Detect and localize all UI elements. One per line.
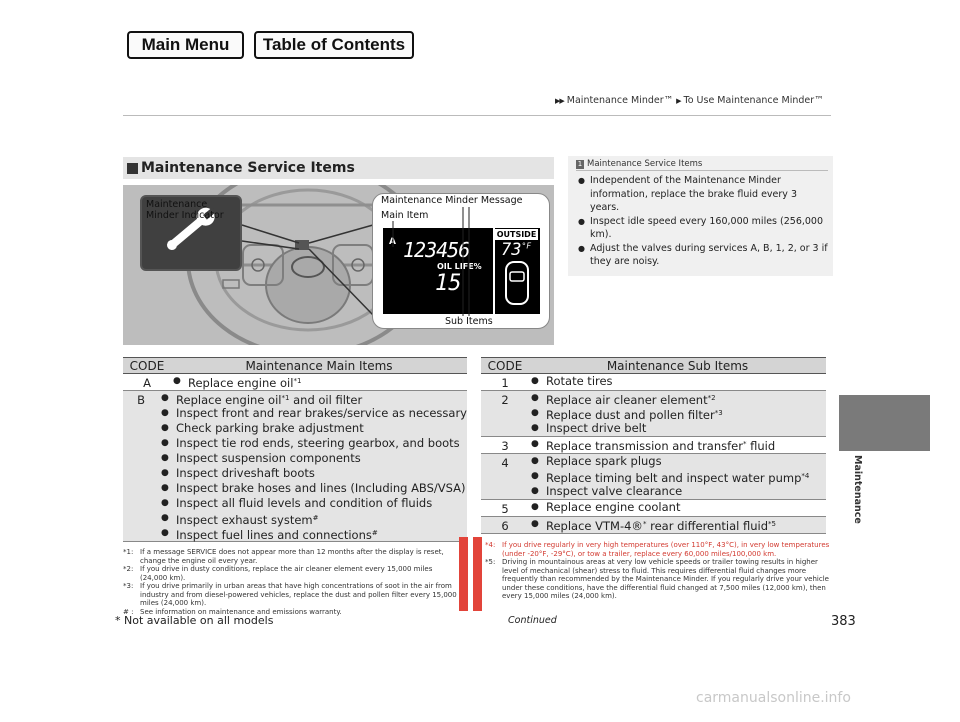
note-divider	[576, 170, 828, 171]
table-row	[481, 437, 826, 454]
watermark: carmanualsonline.info	[696, 690, 851, 706]
list-item: ● Inspect driveshaft boots	[159, 466, 467, 481]
sub-items-label: Sub Items	[445, 316, 493, 327]
table-header: CODE Maintenance Main Items	[123, 357, 467, 374]
main-items-table	[123, 357, 467, 542]
table-body	[481, 374, 826, 534]
row-code: 1	[501, 376, 509, 390]
note-title: 1 Maintenance Service Items	[577, 159, 703, 169]
indicator-label: Maintenance Minder Indicator	[146, 199, 224, 221]
table-row	[481, 517, 826, 534]
row-items	[529, 391, 826, 436]
footnote: *2: If you drive in dusty conditions, replace the air cleaner element every 15,000 miles (24,000 km).	[123, 565, 433, 582]
list-item: ● Inspect idle speed every 160,000 miles (256,000 km).	[578, 215, 828, 242]
list-item: ● Inspect all fluid levels and condition of fluids	[159, 496, 467, 511]
list-item: ● Inspect tie rod ends, steering gearbox, and boots	[159, 436, 467, 451]
row-code: 2	[501, 393, 509, 407]
list-item: ● Replace timing belt and inspect water pump$^{*4}$	[529, 469, 826, 484]
list-item: ● Adjust the valves during services A, B, 1, 2, or 3 if they are noisy.	[578, 242, 828, 269]
list-item: ● Replace engine coolant	[529, 500, 826, 515]
table-row	[481, 391, 826, 437]
row-items	[529, 374, 826, 390]
footnote: *3: If you drive primarily in urban areas that have high concentrations of soot in the air from industry and from diesel-powered vehicles, replace the dust and pollen filter every 15,000 miles (24,000 km).	[123, 582, 457, 607]
row-code: 5	[501, 502, 509, 516]
breadcrumb-item[interactable]: Maintenance Minder™	[566, 95, 674, 106]
outside-temp: $73^{^\circ F}$	[501, 240, 532, 260]
breadcrumb	[555, 95, 824, 106]
footnote: *4: If you drive regularly in very high temperatures (over 110°F, 43°C), in very low temperatures (under -20°F, -29°C), or tow a trailer, replace every 60,000 miles/100,000 km.	[485, 541, 830, 558]
list-item: ● Independent of the Maintenance Minder information, replace the brake fluid every 3 years.	[578, 174, 828, 215]
table-row	[481, 374, 826, 391]
footnotes-left	[123, 548, 458, 616]
main-item-label: Main Item	[381, 210, 429, 221]
list-item: ● Replace air cleaner element$^{*2}$	[529, 391, 826, 406]
footnote: *5: Driving in mountainous areas at very low vehicle speeds or trailer towing results in higher level of mechanical (shear) stress to fluid. This requires differential fluid changes more frequently than recommended by the Maintenance Minder. If you regularly drive your vehicle under these conditions, have the differential fluid changed at 7,500 miles (12,000 km), then every 15,000 miles (24,000 km).	[485, 558, 829, 600]
list-item: ● Check parking brake adjustment	[159, 421, 467, 436]
list-item: ● Rotate tires	[529, 374, 826, 389]
row-items	[529, 454, 826, 499]
arrow-icon: ▶	[676, 96, 681, 105]
list-item: ● Replace engine oil$^{*1}$	[171, 374, 467, 389]
oil-life-value: 15	[435, 271, 462, 296]
list-item: ● Inspect suspension components	[159, 451, 467, 466]
list-item: ● Replace engine oil$^{*1}$ and oil filter	[159, 391, 467, 406]
row-code: 4	[501, 456, 509, 470]
availability-note: * Not available on all models	[115, 614, 274, 627]
sub-items-table	[481, 357, 826, 534]
table-body	[123, 374, 467, 542]
row-items	[529, 437, 826, 453]
footnote: # : See information on maintenance and emissions warranty.	[123, 607, 342, 616]
note-list	[578, 174, 828, 269]
row-items	[171, 374, 467, 390]
dashboard-illustration	[123, 185, 554, 345]
row-items	[159, 391, 467, 541]
message-label: Maintenance Minder Message	[381, 195, 523, 206]
footnotes-right	[485, 541, 830, 601]
odometer: 123456	[403, 238, 470, 262]
row-code: 3	[501, 439, 509, 453]
list-item: ● Replace dust and pollen filter$^{*3}$	[529, 406, 826, 421]
list-item: ● Inspect brake hoses and lines (Including ABS/VSA)	[159, 481, 467, 496]
list-item: ● Inspect exhaust system#	[159, 511, 467, 526]
list-item: ● Inspect front and rear brakes/service as necessary	[159, 406, 467, 421]
red-accent-bar	[473, 537, 482, 611]
side-tab-label: Maintenance	[852, 455, 863, 524]
table-header: CODE Maintenance Sub Items	[481, 357, 826, 374]
section-title: Maintenance Service Items	[123, 157, 554, 179]
row-items	[529, 517, 826, 533]
list-item: ● Replace VTM-4®* rear differential fluid$^{*5}$	[529, 517, 826, 532]
footnote: *1: If a message SERVICE does not appear more than 12 months after the display is reset, change the engine oil every year.	[123, 548, 444, 565]
list-item: ● Inspect fuel lines and connections#	[159, 526, 467, 541]
continued-label: Continued	[508, 615, 557, 626]
row-code: A	[143, 376, 151, 390]
outside-label: OUTSIDE	[496, 230, 537, 239]
table-of-contents-button[interactable]: Table of Contents	[254, 31, 414, 59]
table-row	[123, 391, 467, 542]
divider	[123, 115, 831, 116]
list-item: ● Replace transmission and transfer* fluid	[529, 437, 826, 452]
side-tab[interactable]	[839, 395, 930, 451]
row-code: 6	[501, 519, 509, 533]
display-code: A	[389, 237, 396, 247]
square-bullet-icon	[127, 163, 138, 174]
list-item: ● Inspect valve clearance	[529, 484, 826, 499]
oil-life-label: OIL LIFE%	[437, 262, 482, 271]
list-item: ● Replace spark plugs	[529, 454, 826, 469]
table-row	[481, 500, 826, 517]
table-row	[123, 374, 467, 391]
row-items	[529, 500, 826, 516]
main-menu-button[interactable]: Main Menu	[127, 31, 244, 59]
breadcrumb-item[interactable]: To Use Maintenance Minder™	[683, 95, 824, 106]
row-code: B	[137, 393, 145, 407]
red-accent-bar	[459, 537, 468, 611]
double-arrow-icon: ▶▶	[555, 96, 564, 105]
table-row	[481, 454, 826, 500]
list-item: ● Inspect drive belt	[529, 421, 826, 436]
page-number: 383	[831, 614, 856, 629]
